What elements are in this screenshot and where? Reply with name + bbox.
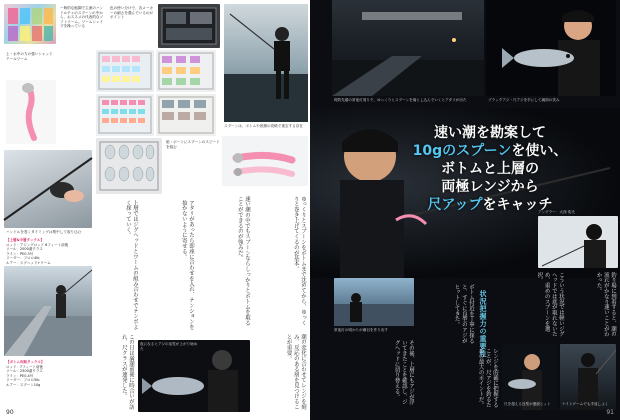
tackle-bottom-line: リーダー：フロロ5lb (6, 378, 40, 382)
body-column: 潮の変化に合わせてレンジを刻み、反応のある層を見つけることが重要。 (285, 334, 306, 410)
right-page (310, 0, 620, 420)
caption-harbor: 常夜灯の明かりが潮目を作り出す (334, 328, 388, 332)
lure-case-2-photo (156, 50, 216, 92)
caption-top-left: 堤防先端の常夜灯周りで、ゆっくりとスプーンを落とし込んでいくとアタリが出た (334, 98, 467, 102)
headline-highlight-spoon: 10gのスプーン (412, 143, 512, 159)
lure-case-4-graphic (156, 94, 216, 136)
tackle-box-graphic (158, 4, 220, 48)
body-column: レンジを的確に把握することが、尺アジを釣るための最大のポイントだ。 (477, 348, 498, 408)
body-column: この日は満潮前後に時合いが訪れ、尺クラスが連発した。 (120, 334, 134, 410)
tackle-upper-line: リール：2000番クラス (6, 247, 43, 251)
tackle-box-photo (158, 4, 220, 48)
caption-shad-worm: 上・水中の力の強いシャッドテールワーム (6, 52, 53, 61)
tackle-bottom-line: ライン：PE0.4号 (6, 373, 34, 378)
body-column: ゆっくりとスプーンをボトムまで沈めてから、ゆっくりと巻き上げてくるのが基本。 (292, 196, 306, 326)
bottom-catch-photo-2 (560, 344, 616, 410)
lure-case-2-graphic (156, 50, 216, 92)
body-column: その後、上層にもアジが浮いてきたことを確認し、ジグヘッドに切り替える。 (393, 340, 414, 405)
body-column: ボトム付近を丁寧に探ると、すぐに良型のアジがヒットしてきた。 (453, 284, 474, 344)
jighead-photo (222, 136, 308, 186)
headline-line-2 (390, 142, 590, 160)
tackle-upper-title: 【上層&中層タックル】 (6, 238, 44, 242)
rod-hand-graphic (4, 150, 92, 228)
bottom-catch-photo-1 (502, 344, 558, 410)
lure-case-4-photo (156, 94, 216, 136)
tackle-bottom-line: ルアー：スプーン10g (6, 382, 41, 387)
headline-line-5-rest: をキャッチ (482, 197, 553, 213)
headline-line-1: 速い潮を勘案して (434, 125, 546, 141)
harbor-night-photo (332, 0, 484, 96)
pier-graphic (4, 266, 92, 356)
tackle-upper-line: リーダー：フロロ4lb (6, 256, 40, 260)
bottom-catch-graphic-1 (502, 344, 558, 410)
angler-small-photo (538, 216, 618, 268)
tackle-upper-line: ロッド：アジングロッド 6フィート前後 (6, 242, 69, 247)
page-number-left: 90 (6, 409, 14, 416)
night-catch-graphic (138, 340, 250, 412)
spoon-photo (96, 138, 162, 194)
lure-case-1-photo (96, 50, 154, 92)
caption-case: 色の使い分けで、各メーカーの細さを選んでいるのがポイント (110, 6, 154, 20)
angler-fish-photo (486, 0, 616, 96)
lure-case-3-photo (96, 94, 154, 136)
body-column: 釣り場に到着すると、潮の流れがかなり速いことがわかった。 (595, 272, 616, 337)
angler-casting-graphic (224, 4, 308, 122)
body-column: 速い潮の中でもスプーンならしっかりとボトムを取ることができるのが強みだ。 (236, 196, 250, 326)
rod-hand-photo (4, 150, 92, 228)
tackle-spec-upper (6, 238, 92, 265)
main-headline (390, 124, 590, 214)
caption-lures-box: ー般的な鮎鋼で主流のハンドルチャのスプーンの中から、おススメの代表的なソフトワーム。ワームシェイプを操っている (60, 6, 104, 29)
bottom-catch-graphic-2 (560, 344, 616, 410)
pink-worm-photo (6, 80, 56, 144)
lure-case-3-graphic (96, 94, 154, 136)
body-column: アタリがあったら即座に合わせを入れ、テンションを抜かないように寄せる。 (180, 200, 194, 330)
caption-angler-small: アングラー：大西 浩氏 (538, 210, 575, 214)
tackle-upper-line: ルアー：ジグヘッド+ワーム (6, 260, 51, 265)
caption-bottom-2: ナイトゲームでも手返しよく (562, 402, 609, 406)
harbor-day-graphic (334, 278, 414, 326)
tackle-bottom-line: ロッド：7フィート前後 (6, 364, 43, 369)
pink-worm-graphic (6, 80, 56, 144)
pier-photo (4, 266, 92, 356)
lure-packs-photo (4, 4, 56, 44)
caption-bottom-1: 尺を超える良型が連続ヒット (504, 402, 551, 406)
headline-line-2-rest: を使い、 (511, 143, 568, 159)
headline-line-3: ボトムと上層の (441, 161, 539, 177)
page-number-right: 91 (606, 409, 614, 416)
body-column: 上層ではジグヘッドとワームの組み合わせでテンポよく探っていく。 (124, 200, 138, 330)
lure-packs-graphic (4, 4, 56, 44)
tackle-spec-bottom (6, 360, 92, 387)
lure-case-1-graphic (96, 50, 154, 92)
body-column: こういう状況では軽いジグヘッドでは底が取れないため、重めのスプーンを選択。 (536, 272, 564, 337)
caption-rod-hand: ハンドルを巻くタイミングは集中して取り込む (6, 230, 82, 234)
caption-top-right: ブラックアジ・尺アジを手にして満面の笑み (488, 98, 560, 102)
caption-ship-rig: 船・ボートにスプーンのスピードを組む (166, 140, 220, 149)
angler-small-graphic (538, 216, 618, 268)
section-heading: 状況把握力の重要性 (479, 290, 487, 358)
angler-casting-photo (224, 4, 308, 122)
tackle-bottom-title: 【ボトム攻略タックル】 (6, 360, 45, 364)
angler-fish-graphic (486, 0, 616, 96)
caption-spoon-use: スプーンは、ボトムや底層の攻略で重宝する存在 (224, 124, 303, 128)
harbor-day-photo (334, 278, 414, 326)
harbor-night-graphic (332, 0, 484, 96)
night-catch-photo (138, 340, 250, 412)
tackle-upper-line: ライン：PE0.3号 (6, 251, 34, 256)
headline-highlight-size: 尺アップ (427, 197, 483, 213)
spoon-graphic (96, 138, 162, 194)
caption-night: 夜になるとアジの活性が上がり始めた (140, 342, 198, 351)
tackle-bottom-line: リール：2500番クラス (6, 369, 43, 373)
jighead-graphic (222, 136, 308, 186)
headline-line-4: 両極レンジから (441, 179, 539, 195)
